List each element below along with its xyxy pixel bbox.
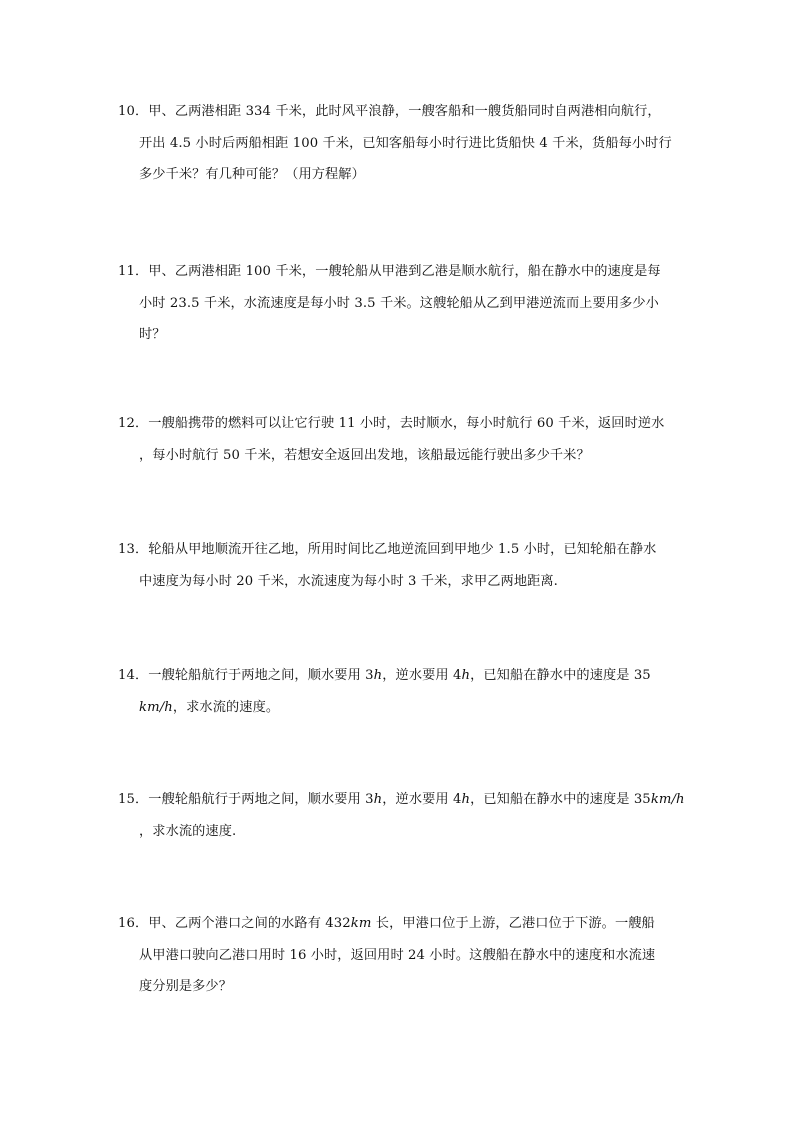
problem-11-line-2: 小时 23.5 千米，水流速度是每小时 3.5 千米。这艘轮船从乙到甲港逆流而上要用多少小 xyxy=(139,295,659,311)
problem-13 xyxy=(118,534,678,597)
problem-15 xyxy=(118,784,685,847)
problem-15-text-b: ，逆水要用 4 xyxy=(382,792,462,807)
problem-14-unit-h-1: h xyxy=(373,668,383,683)
problem-11-line-3: 时？ xyxy=(139,327,166,343)
problem-15-text-a: 15．一艘轮船航行于两地之间，顺水要用 3 xyxy=(118,792,374,807)
problem-14-text-a: 14．一艘轮船航行于两地之间，顺水要用 3 xyxy=(118,668,374,683)
problem-11-line-1: 11．甲、乙两港相距 100 千米，一艘轮船从甲港到乙港是顺水航行，船在静水中的速度是每 xyxy=(118,264,661,279)
problem-14-line-1 xyxy=(118,660,678,692)
problem-13-line-2: 中速度为每小时 20 千米，水流速度为每小时 3 千米，求甲乙两地距离. xyxy=(139,573,558,589)
problem-16-line-3: 度分别是多少？ xyxy=(139,979,233,995)
problem-14 xyxy=(118,660,678,723)
problem-16-text-a: 16．甲、乙两个港口之间的水路有 432 xyxy=(118,916,351,931)
problem-15-unit-h-1: h xyxy=(373,792,383,807)
problem-16-line-1 xyxy=(118,908,678,940)
problem-15-text-c: ，已知船在静水中的速度是 35 xyxy=(470,792,651,807)
problem-12-line-1: 12．一艘船携带的燃料可以让它行驶 11 小时，去时顺水，每小时航行 60 千米，返回时逆水 xyxy=(118,416,665,431)
problem-10-line-1: 10．甲、乙两港相距 334 千米，此时风平浪静，一艘客船和一艘货船同时自两港相向航行， xyxy=(118,104,661,119)
problem-15-unit-h-2: h xyxy=(461,792,471,807)
problem-12 xyxy=(118,408,678,471)
problem-14-text-b: ，逆水要用 4 xyxy=(382,668,462,683)
problem-15-unit-kmh: km/h xyxy=(650,792,685,807)
problem-14-text-c: ，已知船在静水中的速度是 35 xyxy=(470,668,651,683)
problem-10 xyxy=(118,96,678,191)
problem-16-unit-km: km xyxy=(350,916,372,931)
problem-12-line-2: ，每小时航行 50 千米，若想安全返回出发地，该船最远能行驶出多少千米？ xyxy=(139,447,590,463)
problem-14-text-d: ，求水流的速度。 xyxy=(172,699,280,715)
problem-16 xyxy=(118,908,678,1003)
problem-15-line-2: ，求水流的速度. xyxy=(139,823,237,839)
problem-13-line-1: 13．轮船从甲地顺流开往乙地，所用时间比乙地逆流回到甲地少 1.5 小时，已知轮船在静水 xyxy=(118,542,657,557)
problem-16-text-b: 长，甲港口位于上游，乙港口位于下游。一艘船 xyxy=(371,916,655,931)
problem-14-unit-kmh: km/h xyxy=(139,699,173,715)
problem-11 xyxy=(118,256,678,351)
problem-15-line-1 xyxy=(118,784,685,816)
problem-14-line-2 xyxy=(118,692,678,724)
problem-14-unit-h-2: h xyxy=(461,668,471,683)
problem-10-line-3: 多少千米？有几种可能？（用方程解） xyxy=(139,167,365,183)
problem-16-line-2: 从甲港口驶向乙港口用时 16 小时，返回用时 24 小时。这艘船在静水中的速度和水流速 xyxy=(139,947,656,963)
problem-10-line-2: 开出 4.5 小时后两船相距 100 千米，已知客船每小时行进比货船快 4 千米，货船每小时行 xyxy=(139,135,672,151)
